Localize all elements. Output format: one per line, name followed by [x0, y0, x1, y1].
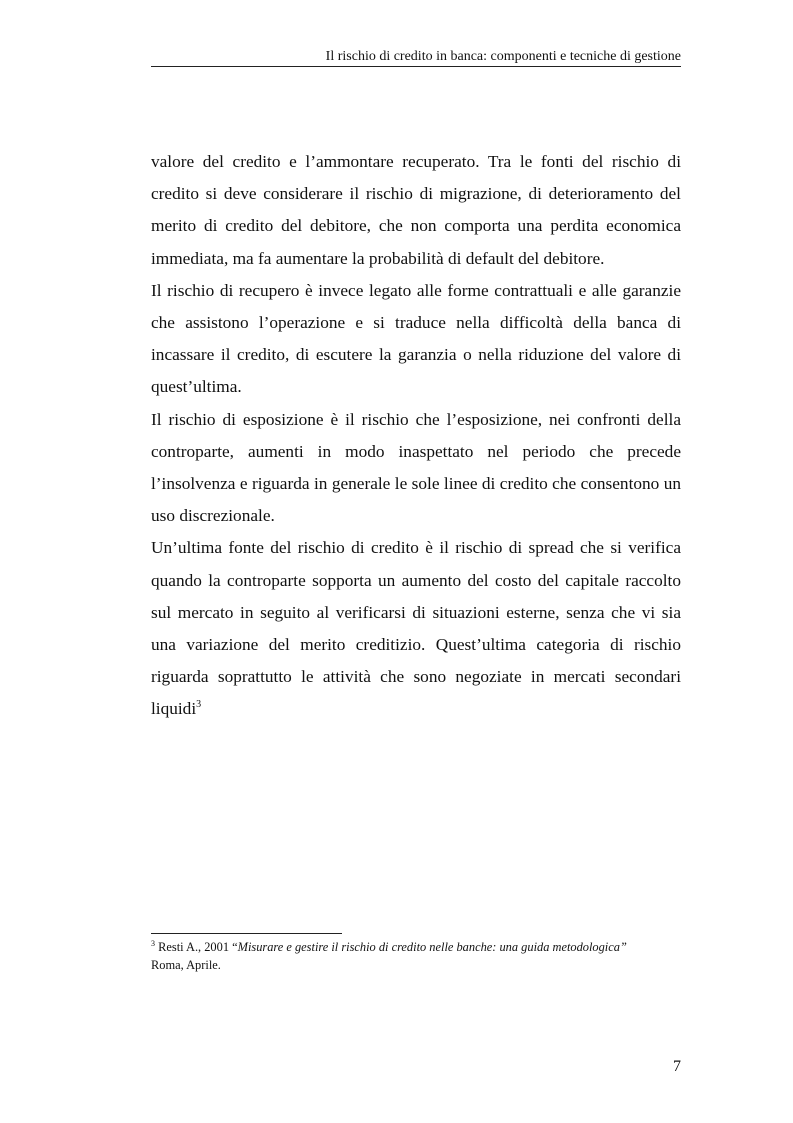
page-number: 7 [673, 1058, 681, 1075]
paragraph-default-risk: valore del credito e l’ammontare recuperato. Tra le fonti del rischio di credito si deve considerare il rischio di migrazione, di deterioramento del merito di credito del debitore, che non comporta una perdita economica immediata, ma fa aumentare la probabilità di default del debitore. [151, 152, 681, 268]
footnote-place: Roma, Aprile. [151, 958, 221, 972]
paragraph-exposure-risk: Il rischio di esposizione è il rischio che l’esposizione, nei confronti della controparte, aumenti in modo inaspettato nel periodo che precede l’insolvenza e riguarda in generale le sole linee di credito che consentono un uso discrezionale. [151, 409, 681, 526]
footnote-number: 3 [151, 939, 155, 948]
paragraph-recovery-risk: Il rischio di recupero è invece legato alle forme contrattuali e alle garanzie che assistono l’operazione e si traduce nella difficoltà della banca di incassare il credito, di escutere la garanzia o nella riduzione del valore di quest’ultima. [151, 280, 681, 397]
footnote-rule [151, 933, 342, 934]
footnote-reference[interactable]: 3 [196, 699, 202, 711]
running-header: Il rischio di credito in banca: componenti e tecniche di gestione [325, 49, 681, 64]
footnote-author: Resti A., 2001 “ [158, 940, 238, 954]
footnote [151, 938, 691, 974]
paragraph-spread-risk-text: Un’ultima fonte del rischio di credito è il rischio di spread che si verifica quando la controparte sopporta un aumento del costo del capitale raccolto sul mercato in seguito al verificarsi di situazioni esterne, senza che vi sia una variazione del merito creditizio. Quest’ultima categoria di rischio riguarda soprattutto le attività che sono negoziate in mercati secondari liquidi [151, 538, 681, 719]
body-text [151, 146, 681, 726]
header-rule [151, 66, 681, 67]
paragraph-spread-risk [151, 532, 681, 725]
footnote-title: Misurare e gestire il rischio di credito nelle banche: una guida metodologica” [237, 940, 627, 954]
